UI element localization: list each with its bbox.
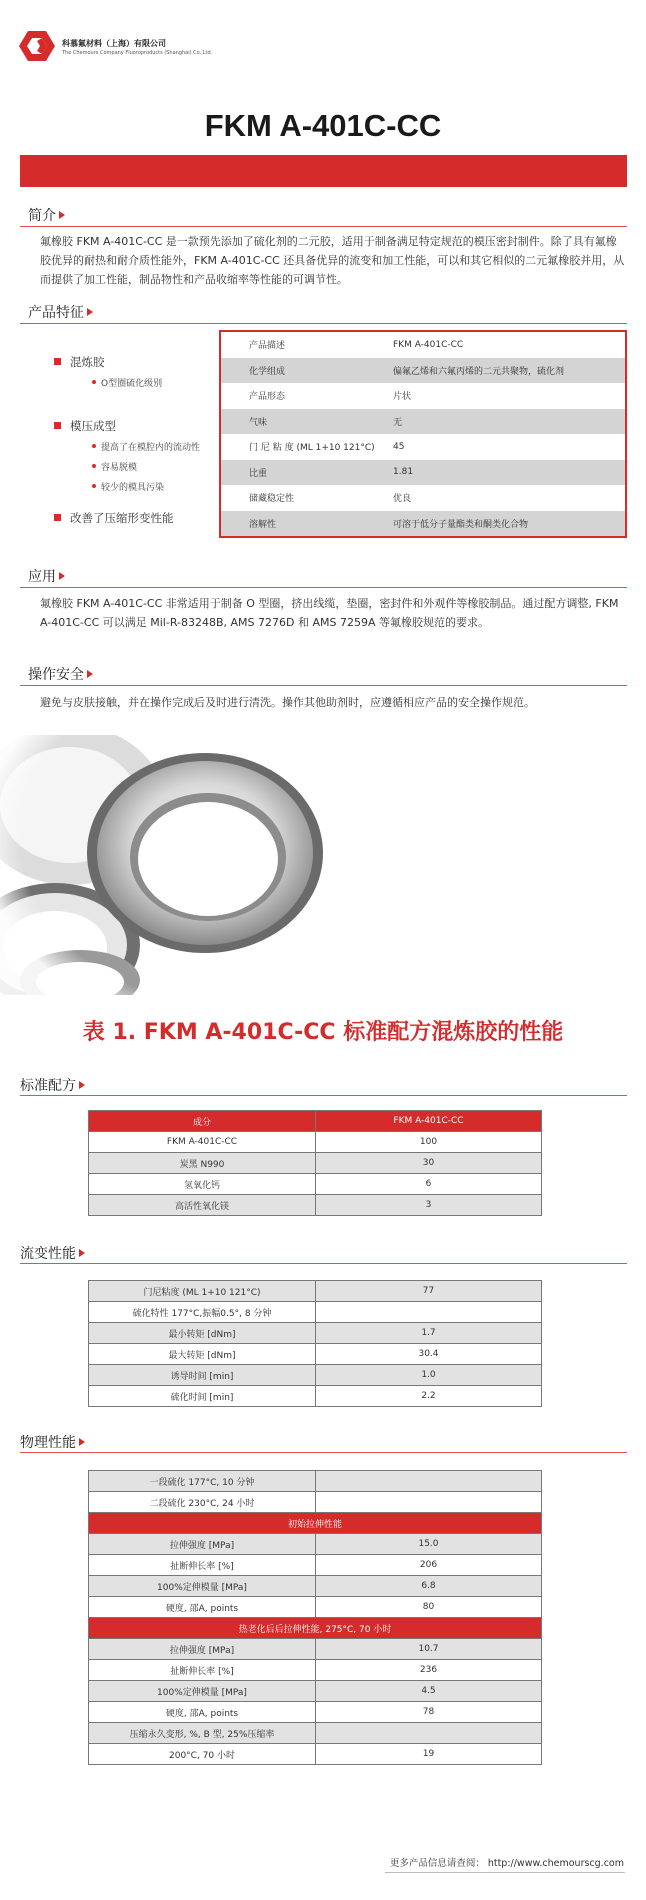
table-row: 硬度, 邵A, points 80 bbox=[89, 1597, 542, 1618]
table-row: 一段硫化 177°C, 10 分钟 bbox=[89, 1471, 542, 1492]
table-row: 高活性氧化镁 3 bbox=[89, 1195, 542, 1216]
table-header-row: 成分 FKM A-401C-CC bbox=[89, 1111, 542, 1132]
title-band bbox=[20, 155, 627, 187]
company-name-en: The Chemours Company Fluoroproducts (Shanghai) Co.,Ltd. bbox=[62, 50, 213, 56]
property-row: 化学组成 偏氟乙烯和六氟丙烯的二元共聚物，硫化剂 bbox=[221, 358, 625, 384]
formulation-heading: 标准配方 bbox=[20, 1075, 85, 1095]
table-row: 炭黑 N990 30 bbox=[89, 1153, 542, 1174]
arrow-icon bbox=[79, 1438, 85, 1446]
property-row: 储藏稳定性 优良 bbox=[249, 494, 412, 505]
table-subheader-row: 热老化后后拉伸性能, 275°C, 70 小时 bbox=[89, 1618, 542, 1639]
feature-sub-item: 提高了在模腔内的流动性 bbox=[92, 440, 200, 453]
rheology-table bbox=[88, 1280, 542, 1407]
table-row: 硬度, 邵A, points 78 bbox=[89, 1702, 542, 1723]
intro-heading: 简介 bbox=[28, 205, 65, 225]
dot-icon bbox=[92, 484, 96, 488]
dot-icon bbox=[92, 464, 96, 468]
feature-sub-item: 容易脱模 bbox=[92, 460, 137, 473]
intro-text: 氟橡胶 FKM A-401C-CC 是一款预先添加了硫化剂的二元胶，适用于制备满足特定规范的模压密封制件。除了具有氟橡胶优异的耐热和耐介质性能外，FKM A-401C-CC 还具备优异的流变和加工性能，可以和其它相似的二元氟橡胶并用，从而提供了加工性能，制品物性和产品收缩率等性能的可调节性。 bbox=[40, 235, 625, 286]
table-row: 最小转矩 [dNm] 1.7 bbox=[89, 1323, 542, 1344]
safety-text: 避免与皮肤接触，并在操作完成后及时进行清洗。操作其他助剂时，应遵循相应产品的安全操作规范。 bbox=[40, 696, 535, 709]
bullet-icon bbox=[54, 422, 61, 429]
application-text: 氟橡胶 FKM A-401C-CC 非常适用于制备 O 型圈，挤出线缆，垫圈，密封件和外观件等橡胶制品。通过配方调整, FKM A-401C-CC 可以满足 Mil-R-83248B, AMS 7276D 和 AMS 7259A 等氟橡胶规范的要求。 bbox=[40, 597, 619, 629]
section-divider bbox=[20, 685, 627, 686]
o-ring-image bbox=[0, 735, 330, 995]
table-row: 二段硫化 230°C, 24 小时 bbox=[89, 1492, 542, 1513]
feature-compound: 混炼胶 bbox=[54, 354, 105, 370]
table-row: 硫化特性 177°C,振幅0.5°, 8 分钟 bbox=[89, 1302, 542, 1323]
table-row: 拉伸强度 [MPa] 10.7 bbox=[89, 1639, 542, 1660]
dot-icon bbox=[92, 380, 96, 384]
section-divider bbox=[20, 226, 627, 227]
feature-molding: 模压成型 bbox=[54, 418, 116, 434]
property-row: 气味 无 bbox=[221, 409, 625, 435]
property-row: 溶解性 可溶于低分子量酯类和酮类化合物 bbox=[221, 511, 625, 537]
property-row: 门 尼 粘 度 (ML 1+10 121°C) 45 bbox=[249, 441, 405, 454]
table-subheader-row: 初始拉伸性能 bbox=[89, 1513, 542, 1534]
safety-heading: 操作安全 bbox=[28, 664, 93, 684]
table-row: 扯断伸长率 [%] 206 bbox=[89, 1555, 542, 1576]
property-row: 产品形态 片状 bbox=[249, 392, 412, 403]
physical-heading: 物理性能 bbox=[20, 1432, 85, 1452]
property-row: 比重 1.81 bbox=[221, 460, 625, 486]
footer-website[interactable]: 更多产品信息请查阅： http://www.chemourscg.com bbox=[389, 1858, 624, 1869]
table-row: 硫化时间 [min] 2.2 bbox=[89, 1386, 542, 1407]
chemours-logo bbox=[18, 30, 56, 62]
table-row: FKM A-401C-CC 100 bbox=[89, 1132, 542, 1153]
table1-title: 表 1. FKM A-401C-CC 标准配方混炼胶的性能 bbox=[82, 1020, 564, 1045]
property-row: 产品描述 FKM A-401C-CC bbox=[249, 339, 464, 352]
table-row: 氢氧化钙 6 bbox=[89, 1174, 542, 1195]
table-row: 门尼粘度 (ML 1+10 121°C) 77 bbox=[89, 1281, 542, 1302]
feature-sub-item: O型圈硫化级别 bbox=[92, 376, 162, 389]
table-row: 拉伸强度 [MPa] 15.0 bbox=[89, 1534, 542, 1555]
table-row: 诱导时间 [min] 1.0 bbox=[89, 1365, 542, 1386]
table-row: 压缩永久变形, %, B 型, 25%压缩率 bbox=[89, 1723, 542, 1744]
property-table bbox=[219, 330, 627, 538]
section-divider bbox=[20, 587, 627, 588]
physical-table bbox=[88, 1470, 542, 1765]
page-title: FKM A-401C-CC bbox=[204, 108, 442, 143]
section-divider bbox=[20, 1452, 627, 1453]
company-name-cn: 科慕氟材料（上海）有限公司 bbox=[62, 39, 166, 48]
arrow-icon bbox=[59, 572, 65, 580]
bullet-icon bbox=[54, 358, 61, 365]
feature-compression-set: 改善了压缩形变性能 bbox=[54, 510, 174, 526]
section-divider bbox=[20, 1095, 627, 1096]
table-row: 最大转矩 [dNm] 30.4 bbox=[89, 1344, 542, 1365]
table-row: 100%定伸模量 [MPa] 6.8 bbox=[89, 1576, 542, 1597]
arrow-icon bbox=[87, 308, 93, 316]
dot-icon bbox=[92, 444, 96, 448]
arrow-icon bbox=[79, 1249, 85, 1257]
table-row: 200°C, 70 小时 19 bbox=[89, 1744, 542, 1765]
feature-sub-item: 较少的模具污染 bbox=[92, 480, 164, 493]
section-divider bbox=[20, 1263, 627, 1264]
application-heading: 应用 bbox=[28, 566, 65, 586]
arrow-icon bbox=[87, 670, 93, 678]
section-divider bbox=[20, 323, 627, 324]
arrow-icon bbox=[79, 1081, 85, 1089]
table-row: 扯断伸长率 [%] 236 bbox=[89, 1660, 542, 1681]
arrow-icon bbox=[59, 211, 65, 219]
formulation-table bbox=[88, 1110, 542, 1216]
footer-divider bbox=[385, 1872, 625, 1873]
features-heading: 产品特征 bbox=[28, 302, 93, 322]
rheology-heading: 流变性能 bbox=[20, 1243, 85, 1263]
bullet-icon bbox=[54, 514, 61, 521]
table-row: 100%定伸模量 [MPa] 4.5 bbox=[89, 1681, 542, 1702]
